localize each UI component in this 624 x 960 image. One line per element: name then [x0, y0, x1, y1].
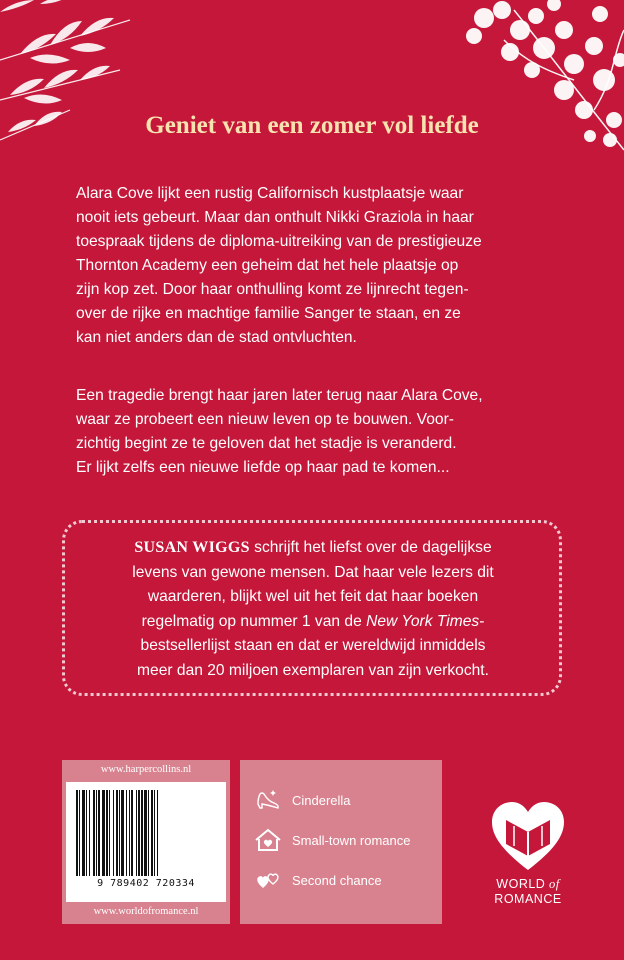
blurb-line: Er lijkt zelfs een nieuwe liefde op haar pad te komen...	[76, 459, 450, 476]
headline: Geniet van een zomer vol liefde	[145, 112, 479, 139]
blurb-line: kan niet anders dan de stad ontvluchten.	[76, 329, 357, 346]
nyt-title: New York Times	[366, 612, 480, 630]
blurb-line: over de rijke en machtige familie Sanger te staan, en ze	[76, 305, 461, 322]
logo-wordmark	[480, 877, 576, 907]
blurb-line: nooit iets gebeurt. Maar dan onthult Nikki Graziola in haar	[76, 209, 474, 226]
house-heart-icon	[254, 828, 282, 852]
bio-line: levens van gewone mensen. Dat haar vele lezers dit	[132, 563, 494, 581]
barcode-panel	[62, 760, 230, 924]
bio-text: regelmatig op nummer 1 van de	[141, 612, 367, 630]
bio-line	[88, 536, 538, 561]
two-hearts-icon	[254, 868, 282, 892]
trope-label: Second chance	[292, 872, 382, 888]
trope-cinderella	[254, 788, 351, 812]
high-heel-shoe-icon	[254, 788, 282, 812]
trope-second-chance	[254, 868, 382, 892]
blurb-line: Thornton Academy een geheim dat het hele plaatsje op	[76, 257, 459, 274]
logo-of-text: of	[545, 877, 560, 891]
world-of-romance-logo	[480, 800, 576, 907]
logo-line-1	[480, 877, 576, 892]
bio-line: meer dan 20 miljoen exemplaren van zijn verkocht.	[137, 661, 489, 679]
blurb-paragraph-2	[76, 384, 556, 480]
heart-book-logo-icon	[488, 800, 568, 872]
blurb-line: toespraak tijdens de diploma-uitreiking van de prestigieuze	[76, 233, 482, 250]
trope-label: Small-town romance	[292, 832, 411, 848]
barcode-bars	[76, 790, 216, 876]
tropes-panel	[240, 760, 442, 924]
bio-line: bestsellerlijst staan en dat er wereldwijd inmiddels	[140, 637, 486, 654]
trope-label: Cinderella	[292, 792, 351, 808]
imprint-url[interactable]: www.worldofromance.nl	[93, 906, 199, 917]
logo-line-2: ROMANCE	[494, 892, 562, 906]
publisher-url[interactable]: www.harpercollins.nl	[100, 764, 192, 775]
bio-line	[88, 610, 538, 635]
isbn-number: 9 789402 720334	[97, 878, 195, 889]
blurb-paragraph-1	[76, 182, 556, 350]
author-name: SUSAN WIGGS	[134, 539, 250, 556]
blurb-line: zichtig begint ze te geloven dat het stadje is veranderd.	[76, 435, 457, 452]
logo-world-text: WORLD	[496, 877, 546, 891]
bio-text: schrijft het liefst over de dagelijkse	[249, 539, 492, 556]
barcode	[66, 782, 226, 902]
blurb-line: waar ze probeert een nieuw leven op te bouwen. Voor-	[76, 411, 454, 428]
blurb-line: zijn kop zet. Door haar onthulling komt ze lijnrecht tegen-	[76, 281, 469, 298]
blurb-line: Alara Cove lijkt een rustig Californisch kustplaatsje waar	[76, 185, 464, 202]
blurb-line: Een tragedie brengt haar jaren later terug naar Alara Cove,	[76, 387, 483, 404]
bio-text: -	[479, 612, 485, 630]
trope-small-town-romance	[254, 828, 411, 852]
bio-line: waarderen, blijkt wel uit het feit dat haar boeken	[147, 588, 479, 605]
author-bio	[88, 536, 538, 683]
